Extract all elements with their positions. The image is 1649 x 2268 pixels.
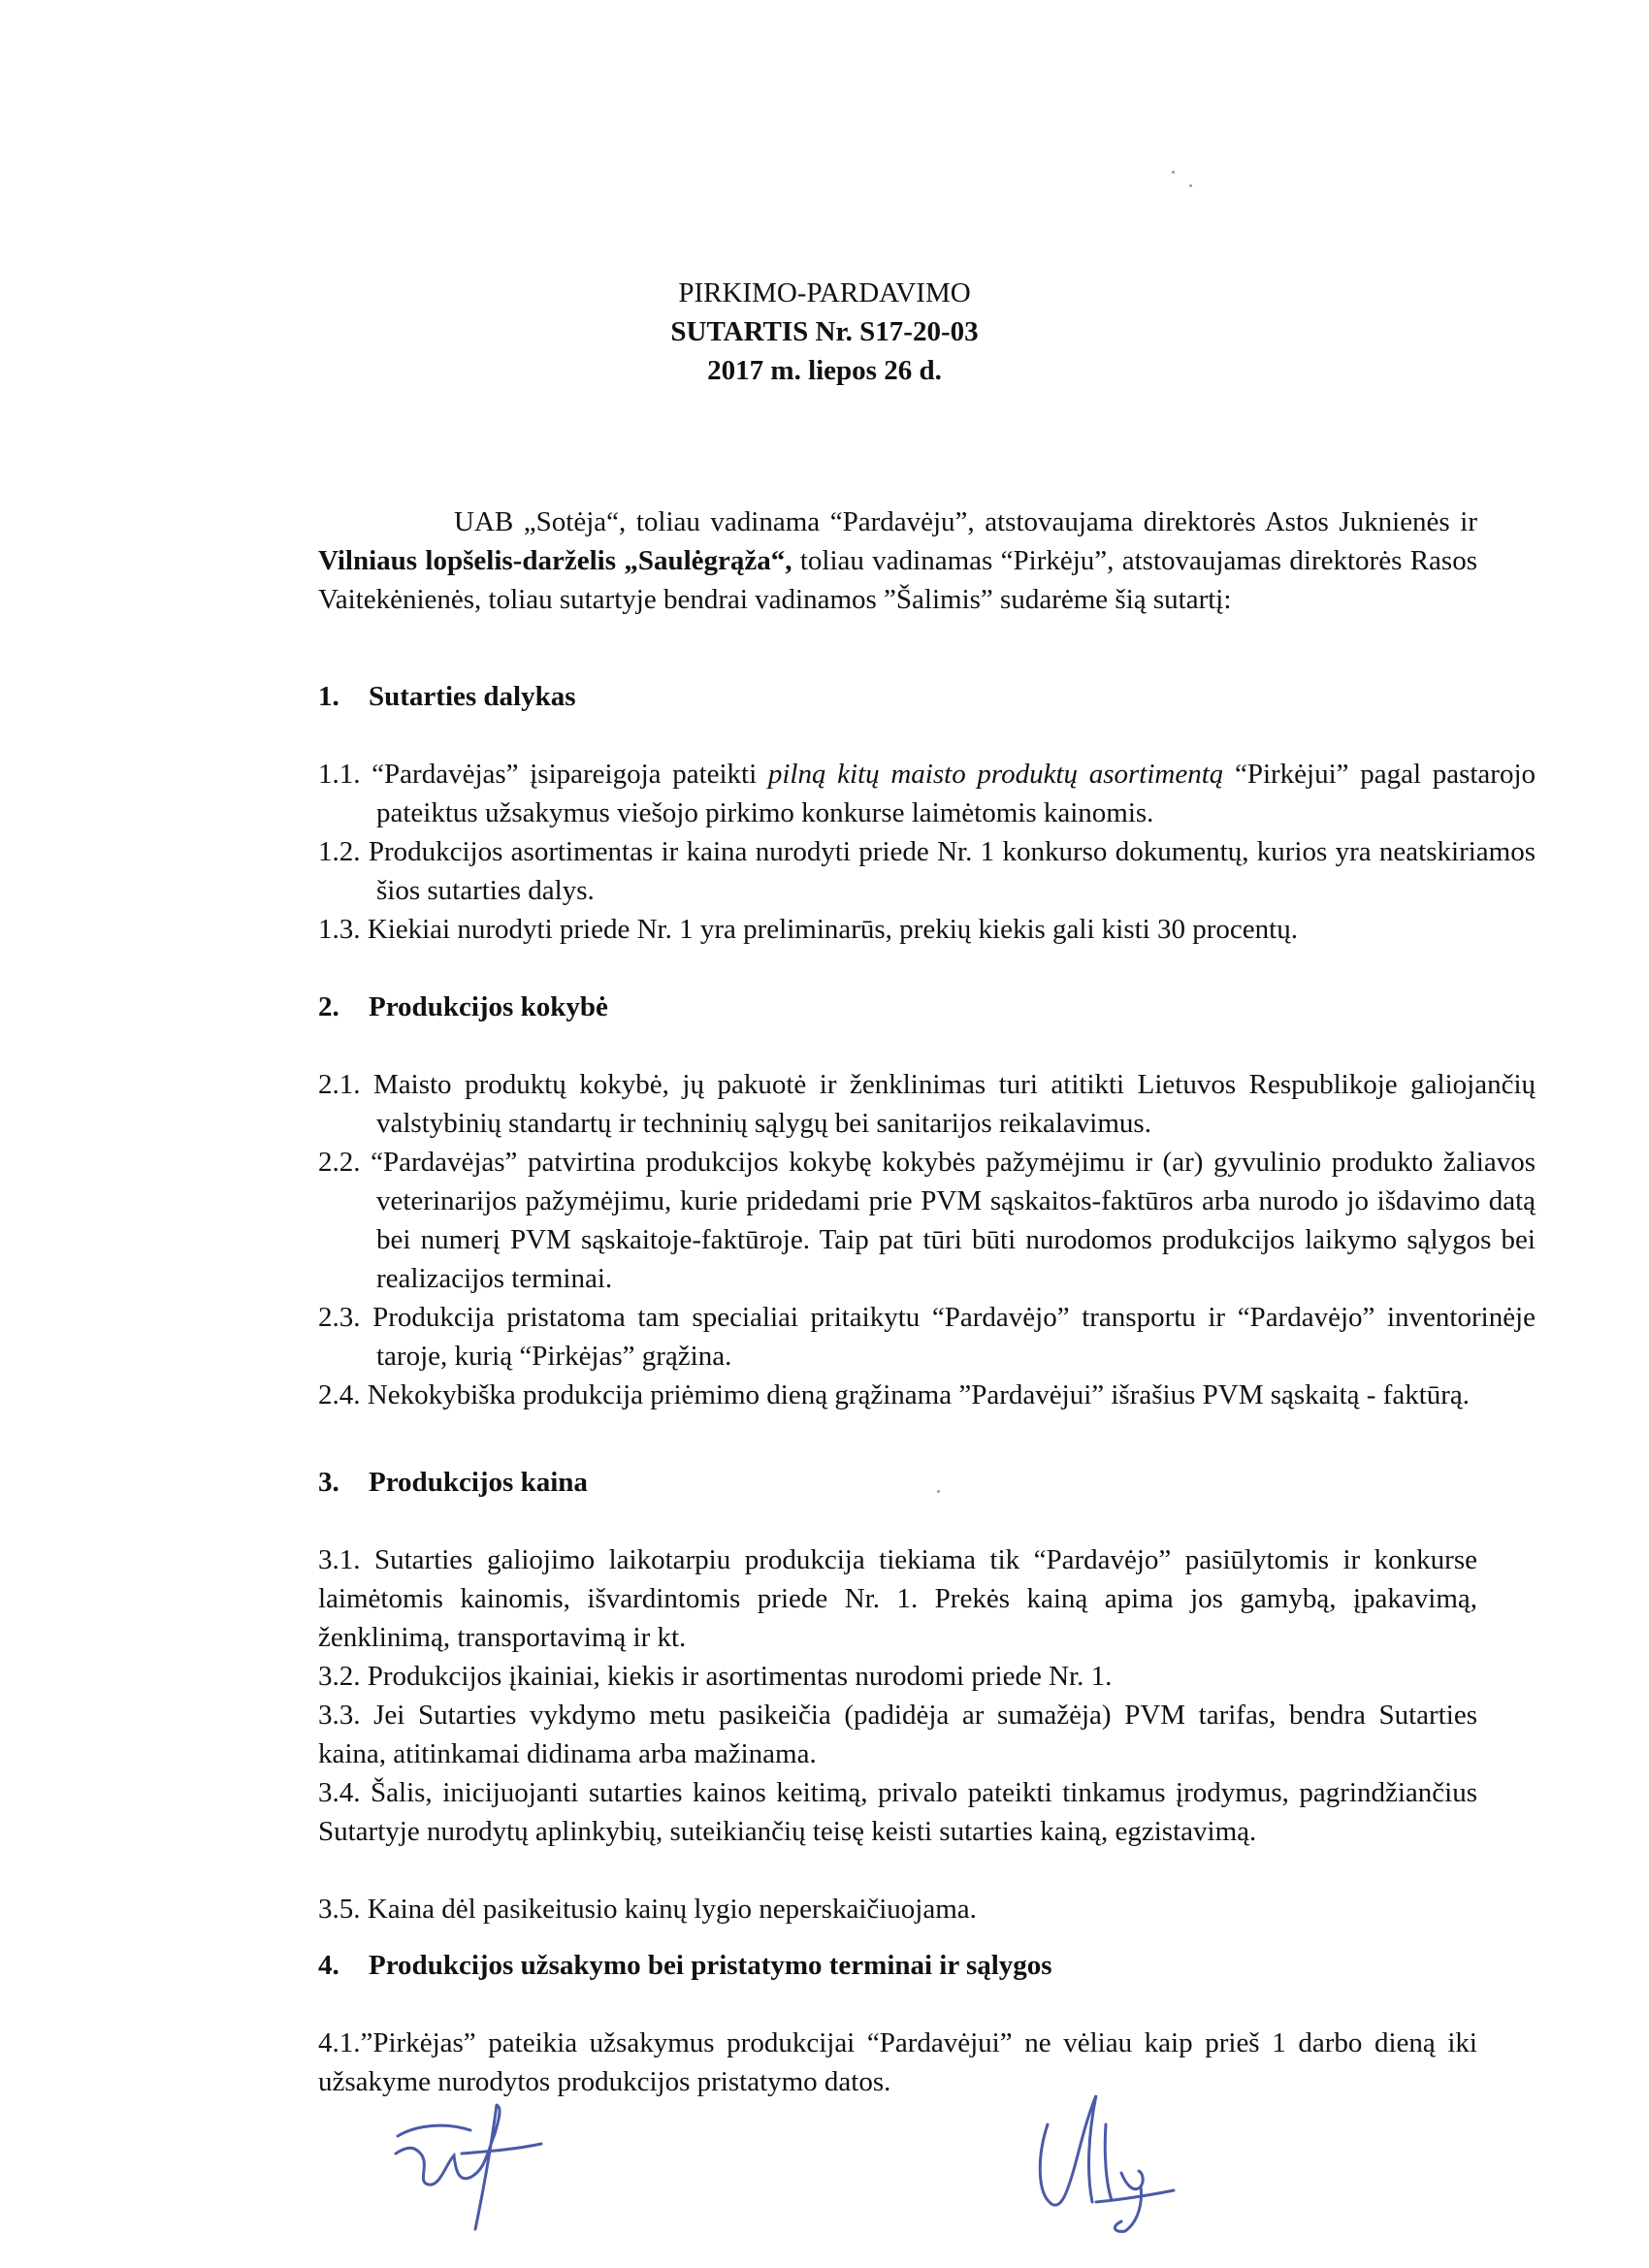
clause-1-1: 1.1. “Pardavėjas” įsipareigoja pateikti pilną kitų maisto produktų asortimentą “Pirkėjui” pagal pastarojo pateiktus užsakymus viešojo pirkimo konkurse laimėtomis kainomis. xyxy=(318,759,1536,828)
section-1-heading: 1. Sutarties dalykas xyxy=(318,681,576,712)
scan-speck xyxy=(1189,184,1192,187)
doc-date: 2017 m. liepos 26 d. xyxy=(707,355,942,386)
clause-2-1: 2.1. Maisto produktų kokybė, jų pakuotė ir ženklinimas turi atitikti Lietuvos Respublikoje galiojančių valstybinių standartų ir techninių sąlygų bei sanitarijos reikalavimus. xyxy=(318,1069,1536,1139)
clause-1-2: 1.2. Produkcijos asortimentas ir kaina nurodyti priede Nr. 1 konkurso dokumentų, kurios yra neatskiriamos šios sutarties dalys. xyxy=(318,836,1536,906)
clause-4-1: 4.1.”Pirkėjas” pateikia užsakymus produkcijai “Pardavėjui” ne vėliau kaip prieš 1 darbo dieną iki užsakyme nurodytos produkcijos pristatymo datos. xyxy=(318,2027,1477,2097)
clause-2-4: 2.4. Nekokybiška produkcija priėmimo dieną grąžinama ”Pardavėjui” išrašius PVM sąskaitą - faktūrą. xyxy=(318,1379,1471,1410)
doc-title-line1: PIRKIMO-PARDAVIMO xyxy=(678,277,971,308)
section-3-heading: 3. Produkcijos kaina xyxy=(318,1467,588,1498)
clause-3-1: 3.1. Sutarties galiojimo laikotarpiu produkcija tiekiama tik “Pardavėjo” pasiūlytomis ir konkurse laimėtomis kainomis, išvardintomis priede Nr. 1. Prekės kainą apima jos gamybą, įpakavimą, ženklinimą, transportavimą ir kt. xyxy=(318,1544,1477,1653)
intro-part1: UAB „Sotėja“, toliau vadinama “Pardavėju”, atstovaujama direktorės Astos Juknienės ir xyxy=(454,506,1477,537)
doc-title-line2: SUTARTIS Nr. S17-20-03 xyxy=(670,316,979,347)
intro-part2: toliau vadinamas “Pirkėju”, atstovaujamas direktorės Rasos Vaitekėnienės, toliau sutartyje bendrai vadinamos ”Šalimis” sudarėme šią sutartį: xyxy=(318,545,1477,615)
section-2-heading: 2. Produkcijos kokybė xyxy=(318,991,608,1022)
intro-paragraph xyxy=(318,502,1477,619)
clause-2-3: 2.3. Produkcija pristatoma tam specialiai pritaikytu “Pardavėjo” transportu ir “Pardavėjo” inventorinėje taroje, kurią “Pirkėjas” grąžina. xyxy=(318,1302,1536,1372)
clause-3-2: 3.2. Produkcijos įkainiai, kiekis ir asortimentas nurodomi priede Nr. 1. xyxy=(318,1661,1113,1692)
clause-2-2: 2.2. “Pardavėjas” patvirtina produkcijos kokybę kokybės pažymėjimu ir (ar) gyvulinio produkto žaliavos veterinarijos pažymėjimu, kurie pridedami prie PVM sąskaitos-faktūros arba nurodo jo išdavimo datą bei numerį PVM sąskaitoje-faktūroje. Taip pat tūri būti nurodomos produkcijos laikymo sąlygos bei realizacijos terminai. xyxy=(318,1147,1536,1294)
clause-1-3: 1.3. Kiekiai nurodyti priede Nr. 1 yra preliminarūs, prekių kiekis gali kisti 30 procentų. xyxy=(318,914,1298,945)
clause-3-3: 3.3. Jei Sutarties vykdymo metu pasikeičia (padidėja ar sumažėja) PVM tarifas, bendra Sutarties kaina, atitinkamai didinama arba mažinama. xyxy=(318,1700,1477,1769)
scan-speck xyxy=(1172,171,1175,174)
seller-signature xyxy=(378,2095,553,2241)
clause-3-5: 3.5. Kaina dėl pasikeitusio kainų lygio neperskaičiuojama. xyxy=(318,1894,977,1925)
buyer-signature xyxy=(1028,2086,1203,2241)
section-4-heading: 4. Produkcijos užsakymo bei pristatymo terminai ir sąlygos xyxy=(318,1950,1052,1981)
clause-3-4: 3.4. Šalis, inicijuojanti sutarties kainos keitimą, privalo pateikti tinkamus įrodymus, pagrindžiančius Sutartyje nurodytų aplinkybių, suteikiančių teisę keisti sutarties kainą, egzistavimą. xyxy=(318,1777,1477,1847)
scan-speck xyxy=(937,1490,940,1493)
buyer-name: Vilniaus lopšelis-darželis „Saulėgrąža“, xyxy=(318,545,792,576)
